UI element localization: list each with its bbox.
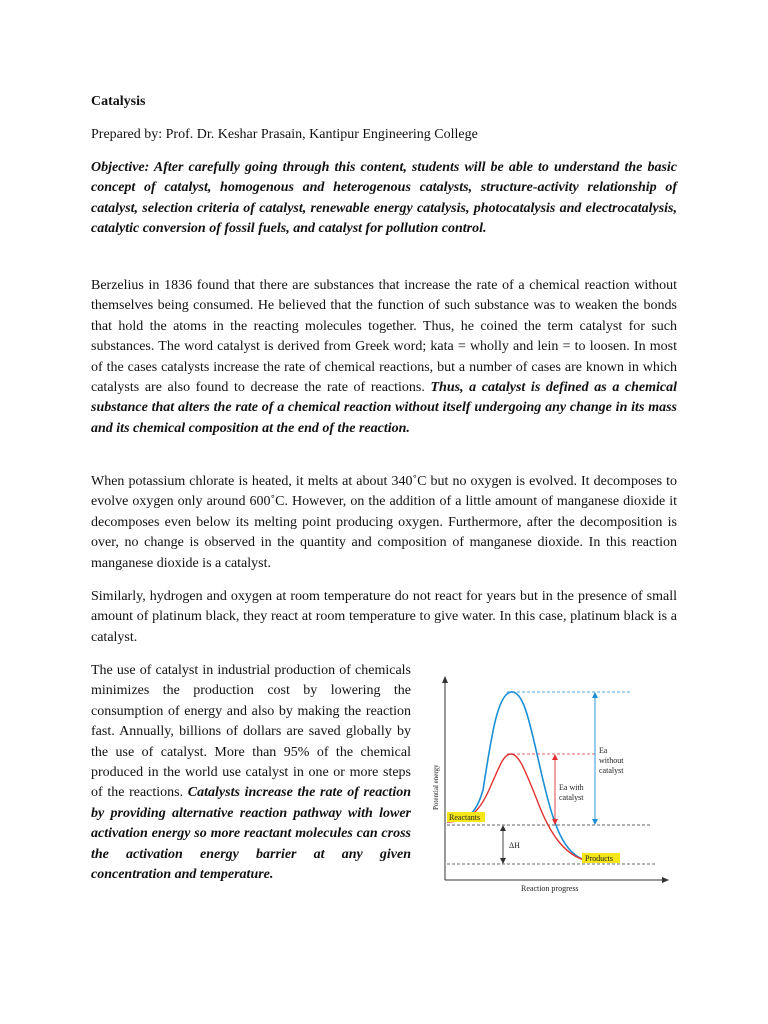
prepared-by-line: Prepared by: Prof. Dr. Keshar Prasain, Kantipur Engineering College [91,127,478,142]
catalyst-definition: Thus, a catalyst is defined as a chemical substance that alters the rate of a chemical reaction without itself undergoing any change in its mass and its chemical composition at the end of the reaction. [91,380,678,436]
industrial-use-text: The use of catalyst in industrial production of chemicals minimizes the production cost by lowering the consumption of energy and also by making the reaction fast. Annually, billions of dollars are saved globally by the use of catalyst. More than 95% of the chemical produced in the world use catalyst in one or more steps of the reactions. [91,663,411,801]
document-title: Catalysis [91,94,146,109]
delta-h-arrow-head-bottom [500,858,506,864]
delta-h-arrow-head-top [500,825,506,831]
objective-paragraph: Objective: After carefully going through this content, students will be able to understand the basic concept of catalyst, homogenous and heterogenous catalysts, structure-activity relationship of catalyst, selection criteria of catalyst, renewable energy catalysis, photocatalysis and electrocatalysis, catalytic conversion of fossil fuels, and catalyst for pollution control. [91,160,677,237]
y-axis-arrow [442,676,448,683]
intro-paragraph [91,276,677,439]
ea-without-label-1: Ea [599,746,608,755]
energy-diagram-svg [425,670,677,896]
reactants-label: Reactants [449,813,481,822]
potassium-chlorate-paragraph: When potassium chlorate is heated, it melts at about 340˚C but no oxygen is evolved. It decomposes to evolve oxygen only around 600˚C. However, on the addition of a little amount of manganese dioxide it decomposes even below its melting point producing oxygen. Furthermore, after the decomposition is over, no change is observed in the quantity and composition of manganese dioxide. In this reaction manganese dioxide is a catalyst. [91,474,677,571]
ea-without-label-3: catalyst [599,766,624,775]
ea-with-label-2: catalyst [559,793,584,802]
catalyzed-curve [447,754,595,862]
industrial-use-paragraph [91,661,411,885]
ea-with-arrow-head-top [552,754,558,760]
ea-without-arrow-head-top [592,692,598,698]
catalyst-mechanism-text: Catalysts increase the rate of reaction by providing alternative reaction pathway with lower activation energy so more reactant molecules can cross the activation energy barrier at any given concentration and temperature. [91,785,411,883]
ea-with-label-1: Ea with [559,783,584,792]
uncatalyzed-curve [447,692,595,862]
energy-diagram [425,670,677,896]
hydrogen-oxygen-paragraph: Similarly, hydrogen and oxygen at room temperature do not react for years but in the presence of small amount of platinum black, they react at room temperature to give water. In this case, platinum black is a catalyst. [91,589,677,645]
x-axis-label: Reaction progress [521,884,579,893]
products-label: Products [585,854,613,863]
intro-text: Berzelius in 1836 found that there are substances that increase the rate of a chemical reaction without themselves being consumed. He believed that the function of such substance was to weaken the bonds that hold the atoms in the reacting molecules together. Thus, he coined the term catalyst for such substances. The word catalyst is derived from Greek word; kata = wholly and lein = to loosen. In most of the cases catalysts increase the rate of chemical reactions, but a number of cases are known in which catalysts are also found to decrease the rate of reactions. [91,278,677,396]
delta-h-label: ΔH [509,841,520,850]
ea-without-label-2: without [599,756,624,765]
x-axis-arrow [662,877,669,883]
ea-without-arrow-head-bottom [592,819,598,825]
ea-with-arrow-head-bottom [552,819,558,825]
y-axis-label: Potential energy [432,764,440,810]
